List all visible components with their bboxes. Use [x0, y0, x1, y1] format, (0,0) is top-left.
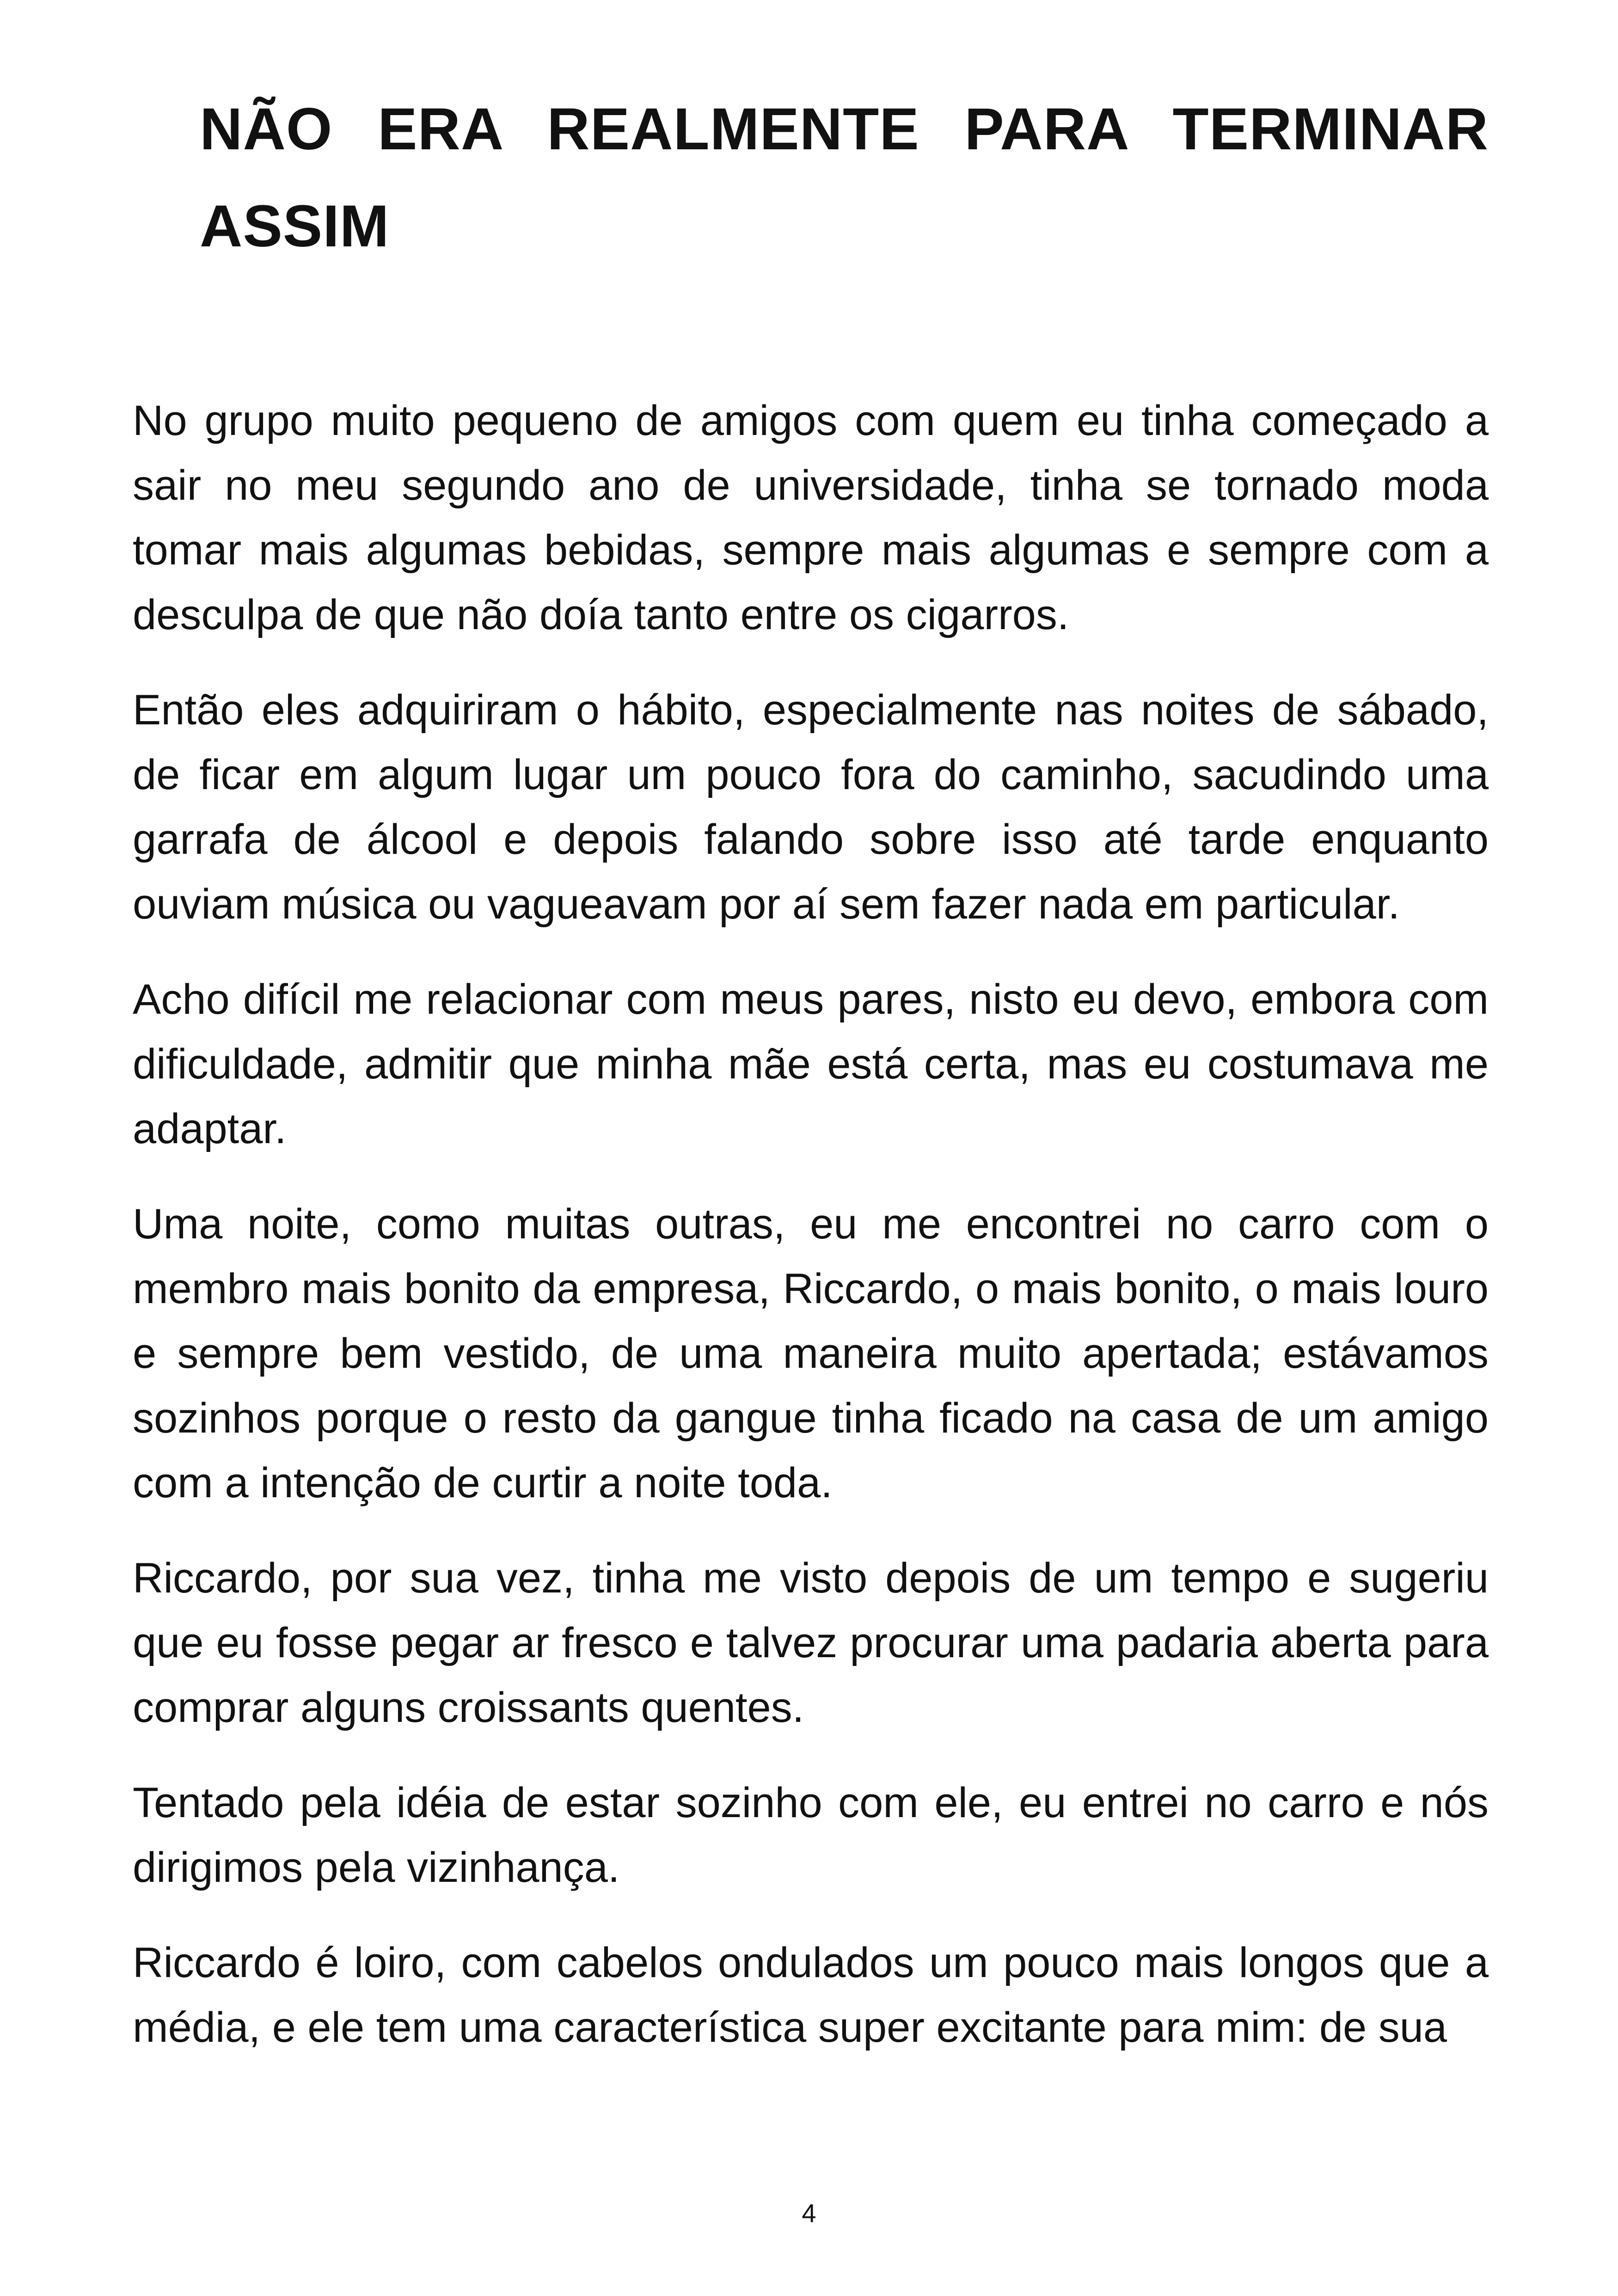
paragraph-4: Uma noite, como muitas outras, eu me encontrei no carro com o membro mais bonito da empresa, Riccardo, o mais bonito, o mais louro e sempre bem vestido, de uma maneira muito apertada; estávamos sozinhos porque o resto da gangue tinha ficado na casa de um amigo com a intenção de curtir a noite toda. — [133, 1200, 1489, 1506]
paragraph-2: Então eles adquiriram o hábito, especialmente nas noites de sábado, de ficar em algum lugar um pouco fora do caminho, sacudindo uma garrafa de álcool e depois falando sobre isso até tarde enquanto ouviam música ou vagueavam por aí sem fazer nada em particular. — [133, 686, 1489, 928]
paragraph-3: Acho difícil me relacionar com meus pares, nisto eu devo, embora com dificuldade, admitir que minha mãe está certa, mas eu costumava me adaptar. — [133, 976, 1489, 1152]
paragraph-6: Tentado pela idéia de estar sozinho com ele, eu entrei no carro e nós dirigimos pela vizinhança. — [133, 1779, 1489, 1891]
paragraph-7: Riccardo é loiro, com cabelos ondulados um pouco mais longos que a média, e ele tem uma característica super excitante para mim: de sua — [133, 1939, 1489, 2051]
paragraph-1: No grupo muito pequeno de amigos com quem eu tinha começado a sair no meu segundo ano de universidade, tinha se tornado moda tomar mais algumas bebidas, sempre mais algumas e sempre com a desculpa de que não doía tanto entre os cigarros. — [133, 397, 1489, 638]
page-number: 4 — [802, 2198, 816, 2228]
paragraph-5: Riccardo, por sua vez, tinha me visto depois de um tempo e sugeriu que eu fosse pegar ar fresco e talvez procurar uma padaria aberta para comprar alguns croissants quentes. — [133, 1555, 1489, 1731]
body-text — [133, 388, 1489, 2090]
chapter-title: NÃO ERA REALMENTE PARA TERMINAR ASSIM — [200, 96, 1489, 259]
